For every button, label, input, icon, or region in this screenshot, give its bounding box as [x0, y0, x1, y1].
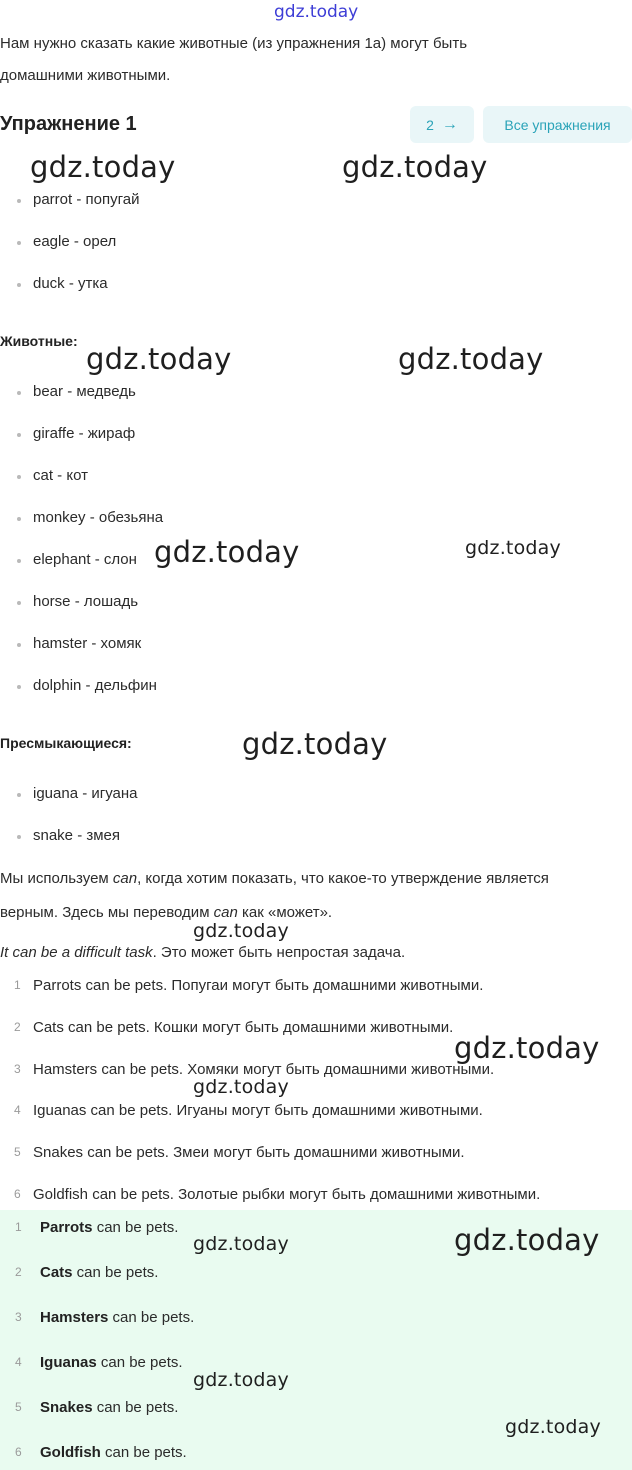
- watermark: gdz.today: [193, 1233, 289, 1255]
- bullet-icon: [17, 517, 21, 521]
- bullet-icon: [17, 835, 21, 839]
- watermark: gdz.today: [342, 150, 488, 184]
- bullet-icon: [17, 793, 21, 797]
- list-item-text: eagle - орел: [33, 233, 117, 250]
- bullet-icon: [17, 241, 21, 245]
- intro-line-1: Нам нужно сказать какие животные (из упражнения 1a) могут быть: [0, 35, 468, 52]
- example-sentence: It can be a difficult task. Это может быть непростая задача.: [0, 944, 406, 961]
- reptiles-heading: Пресмыкающиеся:: [0, 735, 132, 751]
- bullet-icon: [17, 433, 21, 437]
- item-number: 4: [14, 1103, 21, 1117]
- item-text: Snakes can be pets. Змеи могут быть домашними животными.: [33, 1144, 465, 1161]
- watermark: gdz.today: [242, 727, 388, 761]
- list-item-text: elephant - слон: [33, 551, 137, 568]
- explanation-line-2: верным. Здесь мы переводим can как «может».: [0, 904, 333, 921]
- watermark: gdz.today: [454, 1223, 600, 1257]
- list-item-text: snake - змея: [33, 827, 121, 844]
- watermark: gdz.today: [465, 537, 561, 559]
- item-number: 1: [15, 1220, 22, 1234]
- watermark: gdz.today: [398, 342, 544, 376]
- next-exercise-button[interactable]: [410, 106, 474, 143]
- list-item-text: bear - медведь: [33, 383, 136, 400]
- watermark-top: gdz.today: [274, 2, 359, 22]
- all-exercises-label: Все упражнения: [504, 116, 611, 133]
- item-number: 4: [15, 1355, 22, 1369]
- exercise-title: Упражнение 1: [0, 113, 137, 135]
- list-item-text: giraffe - жираф: [33, 425, 136, 442]
- answer-text: Snakes can be pets.: [40, 1399, 179, 1416]
- item-text: Cats can be pets. Кошки могут быть домашними животными.: [33, 1019, 454, 1036]
- watermark: gdz.today: [86, 342, 232, 376]
- watermark: gdz.today: [193, 1369, 289, 1391]
- list-item-text: iguana - игуана: [33, 785, 138, 802]
- animals-heading: Животные:: [0, 333, 78, 349]
- answer-text: Parrots can be pets.: [40, 1219, 179, 1236]
- answer-text: Hamsters can be pets.: [40, 1309, 195, 1326]
- watermark: gdz.today: [454, 1031, 600, 1065]
- bullet-icon: [17, 685, 21, 689]
- watermark: gdz.today: [30, 150, 176, 184]
- item-text: Parrots can be pets. Попугаи могут быть домашними животными.: [33, 977, 484, 994]
- list-item-text: horse - лошадь: [33, 593, 139, 610]
- intro-line-2: домашними животными.: [0, 67, 171, 84]
- list-item-text: monkey - обезьяна: [33, 509, 164, 526]
- item-number: 1: [14, 978, 21, 992]
- list-item-text: duck - утка: [33, 275, 108, 292]
- all-exercises-button[interactable]: [483, 106, 632, 143]
- item-text: Hamsters can be pets. Хомяки могут быть домашними животными.: [33, 1061, 495, 1078]
- bullet-icon: [17, 475, 21, 479]
- item-number: 2: [14, 1020, 21, 1034]
- list-item-text: cat - кот: [33, 467, 88, 484]
- item-text: Goldfish can be pets. Золотые рыбки могут быть домашними животными.: [33, 1186, 541, 1203]
- item-number: 5: [15, 1400, 22, 1414]
- arrow-right-icon: →: [441, 115, 458, 133]
- bullet-icon: [17, 391, 21, 395]
- watermark: gdz.today: [193, 1076, 289, 1098]
- item-number: 3: [15, 1310, 22, 1324]
- list-item-text: hamster - хомяк: [33, 635, 142, 652]
- item-number: 3: [14, 1062, 21, 1076]
- list-item-text: dolphin - дельфин: [33, 677, 157, 694]
- bullet-icon: [17, 601, 21, 605]
- item-number: 6: [14, 1187, 21, 1201]
- bullet-icon: [17, 199, 21, 203]
- bullet-icon: [17, 643, 21, 647]
- explanation-line-1: Мы используем can, когда хотим показать, что какое-то утверждение является: [0, 870, 549, 887]
- next-exercise-label: 2: [426, 116, 434, 133]
- bullet-icon: [17, 559, 21, 563]
- watermark: gdz.today: [505, 1416, 601, 1438]
- answer-text: Cats can be pets.: [40, 1264, 159, 1281]
- item-text: Iguanas can be pets. Игуаны могут быть домашними животными.: [33, 1102, 483, 1119]
- answer-text: Goldfish can be pets.: [40, 1444, 187, 1461]
- item-number: 5: [14, 1145, 21, 1159]
- list-item-text: parrot - попугай: [33, 191, 140, 208]
- item-number: 6: [15, 1445, 22, 1459]
- bullet-icon: [17, 283, 21, 287]
- item-number: 2: [15, 1265, 22, 1279]
- watermark: gdz.today: [193, 920, 289, 942]
- watermark: gdz.today: [154, 535, 300, 569]
- answer-text: Iguanas can be pets.: [40, 1354, 183, 1371]
